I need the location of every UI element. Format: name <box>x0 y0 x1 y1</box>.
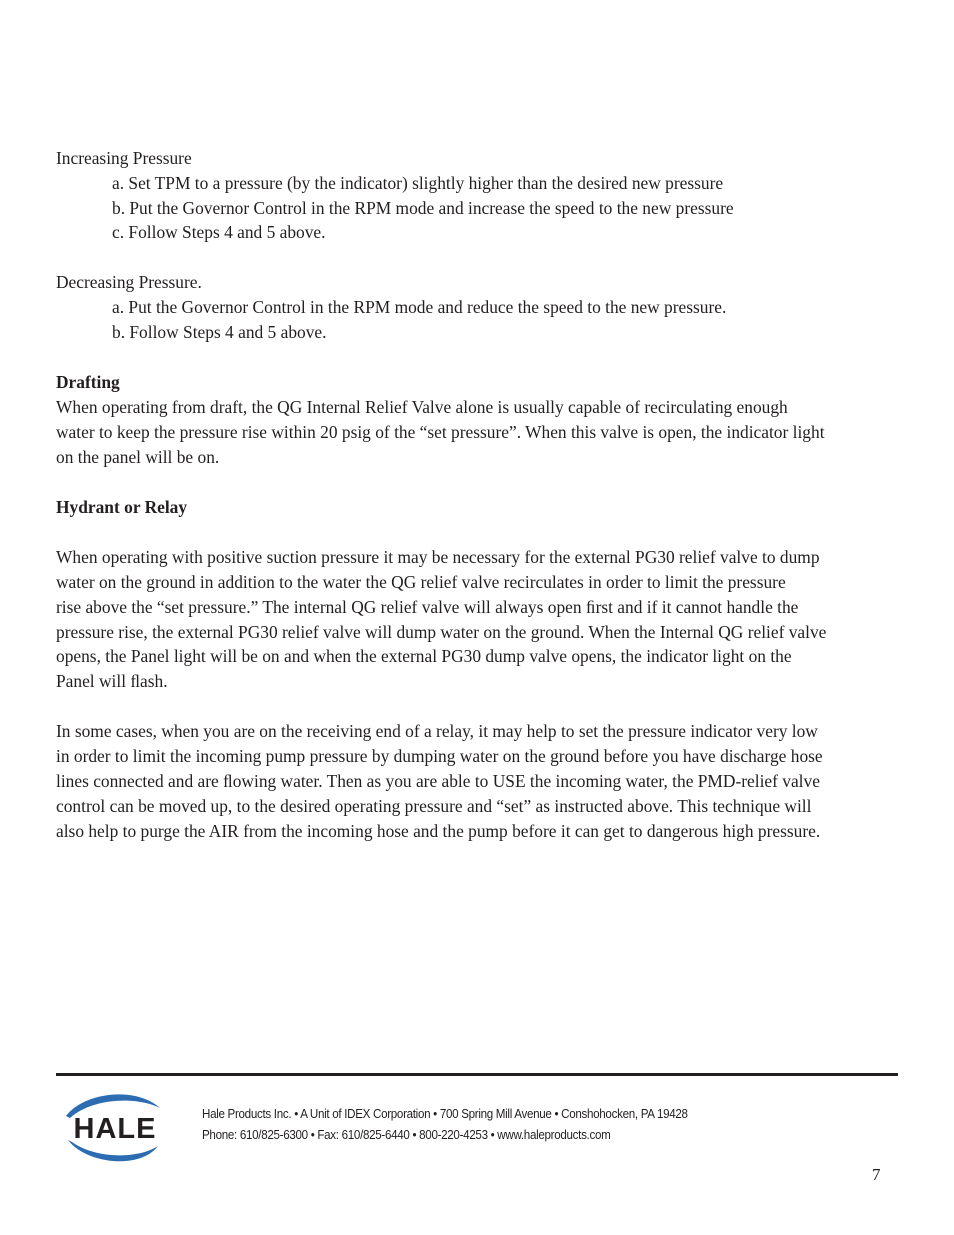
hale-logo-graphic <box>56 1088 176 1168</box>
hydrant-relay-heading: Hydrant or Relay <box>56 497 188 517</box>
page-number: 7 <box>872 1165 881 1184</box>
drafting-line: water to keep the pressure rise within 20 psig of the “set pressure”. When this valve is open, the indicator light <box>56 422 825 442</box>
drafting-line: When operating from draft, the QG Internal Relief Valve alone is usually capable of recirculating enough <box>56 397 788 417</box>
decreasing-step-b: b. Follow Steps 4 and 5 above. <box>112 322 327 342</box>
hydrant-paragraph1-line: opens, the Panel light will be on and when the external PG30 dump valve opens, the indicator light on the <box>56 646 792 666</box>
decreasing-step-a: a. Put the Governor Control in the RPM mode and reduce the speed to the new pressure. <box>112 297 727 317</box>
hydrant-paragraph1-line: Panel will ﬂash. <box>56 671 168 691</box>
increasing-step-a: a. Set TPM to a pressure (by the indicator) slightly higher than the desired new pressure <box>112 173 724 193</box>
increasing-step-b: b. Put the Governor Control in the RPM mode and increase the speed to the new pressure <box>112 198 734 218</box>
hydrant-paragraph2-line: also help to purge the AIR from the incoming hose and the pump before it can get to dangerous high pressure. <box>56 821 821 841</box>
hydrant-paragraph2-line: in order to limit the incoming pump pressure by dumping water on the ground before you have discharge hose <box>56 746 823 766</box>
increasing-pressure-heading: Increasing Pressure <box>56 148 192 168</box>
increasing-step-c: c. Follow Steps 4 and 5 above. <box>112 222 326 242</box>
hale-logo <box>56 1088 176 1168</box>
hydrant-paragraph2-line: control can be moved up, to the desired operating pressure and “set” as instructed above. This technique will <box>56 796 812 816</box>
logo-wordmark: HALE <box>73 1113 157 1145</box>
decreasing-pressure-heading: Decreasing Pressure. <box>56 272 202 292</box>
hydrant-paragraph1-line: rise above the “set pressure.” The internal QG relief valve will always open ﬁrst and if it cannot handle the <box>56 597 799 617</box>
footer-company-address: Hale Products Inc. • A Unit of IDEX Corporation • 700 Spring Mill Avenue • Conshohocken, PA 19428 <box>202 1106 688 1121</box>
hydrant-paragraph1-line: When operating with positive suction pressure it may be necessary for the external PG30 relief valve to dump <box>56 547 820 567</box>
drafting-line: on the panel will be on. <box>56 447 220 467</box>
drafting-heading: Drafting <box>56 372 120 392</box>
hydrant-paragraph2-line: lines connected and are ﬂowing water. Then as you are able to USE the incoming water, the PMD-relief valve <box>56 771 820 791</box>
footer-contact-info: Phone: 610/825-6300 • Fax: 610/825-6440 • 800-220-4253 • www.haleproducts.com <box>202 1127 611 1142</box>
hydrant-paragraph1-line: water on the ground in addition to the water the QG relief valve recirculates in order to limit the pressure <box>56 572 786 592</box>
footer-divider <box>56 1073 898 1076</box>
hydrant-paragraph1-line: pressure rise, the external PG30 relief valve will dump water on the ground. When the Internal QG relief valve <box>56 622 827 642</box>
hydrant-paragraph2-line: In some cases, when you are on the receiving end of a relay, it may help to set the pressure indicator very low <box>56 721 818 741</box>
